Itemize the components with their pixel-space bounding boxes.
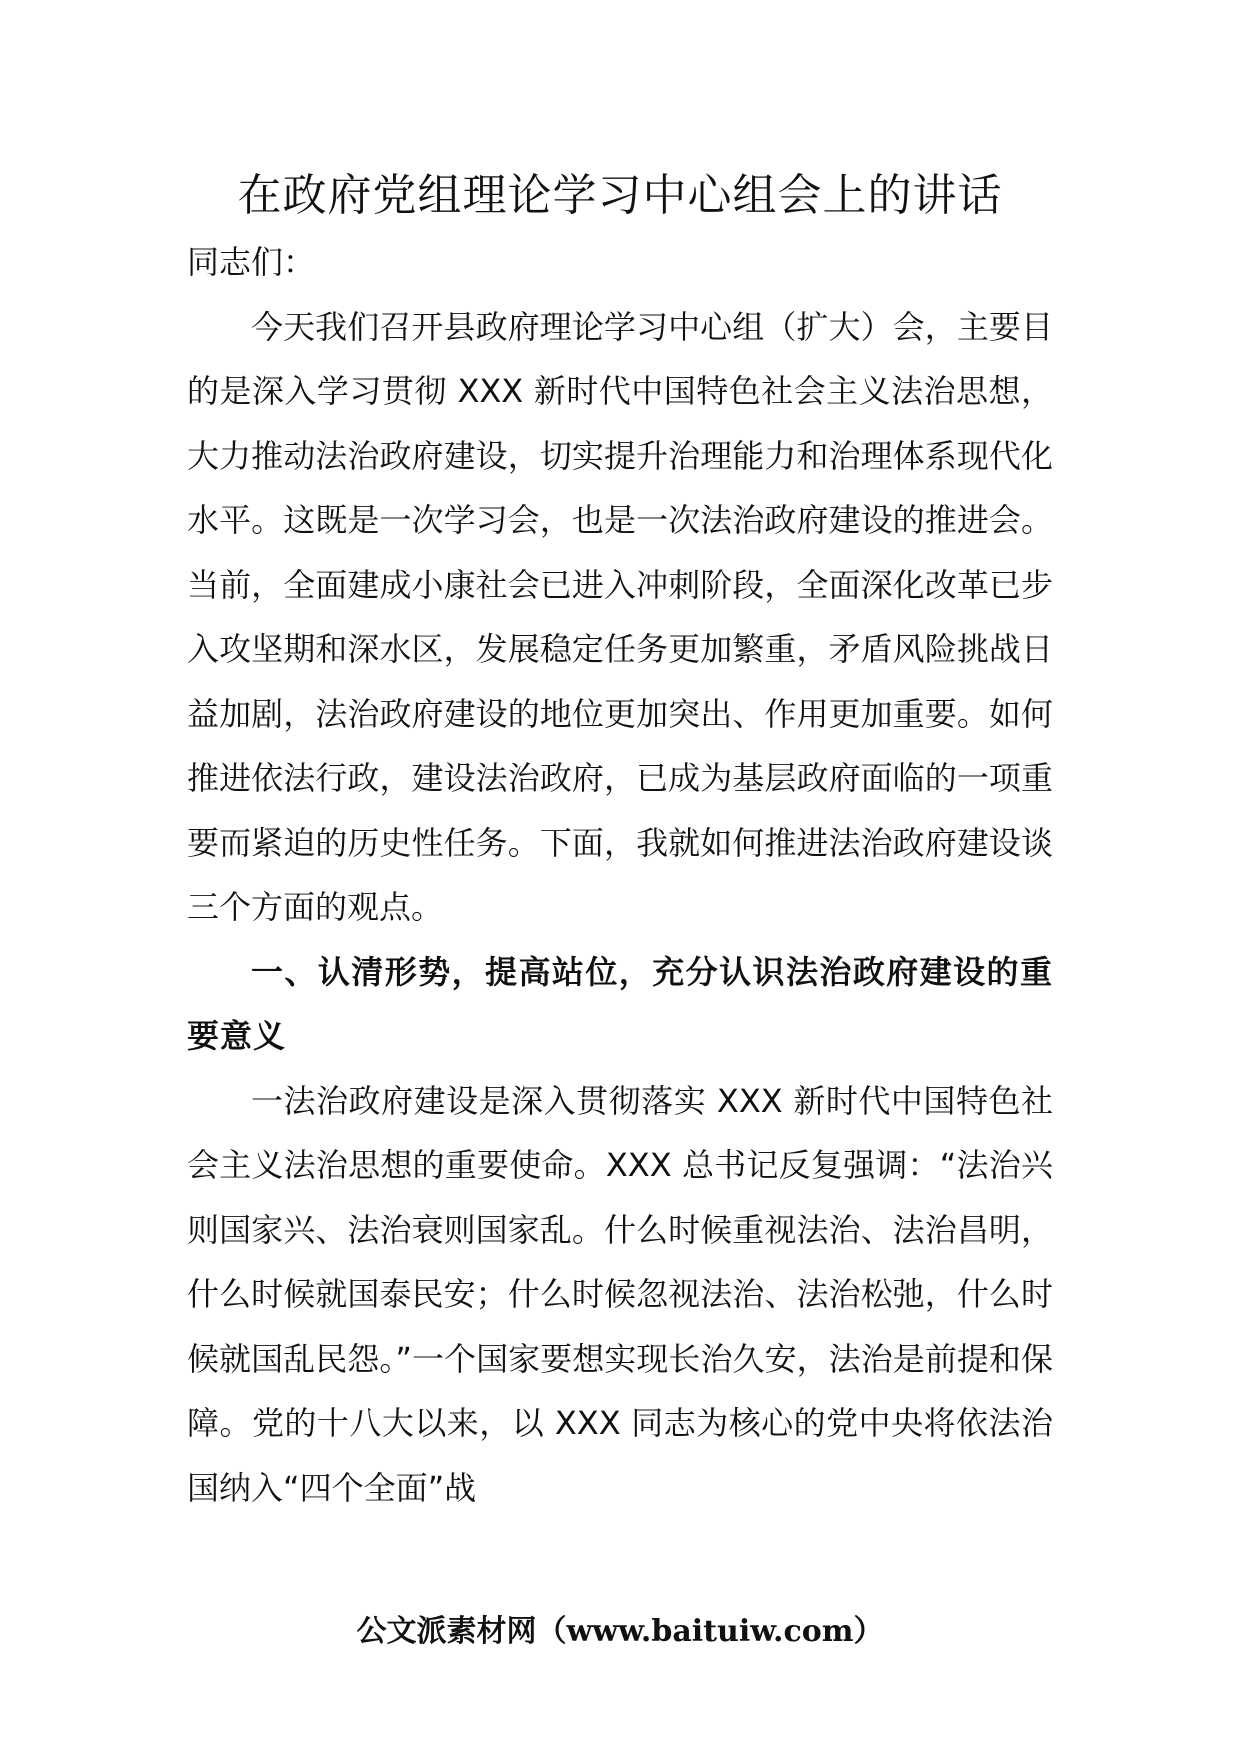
paragraph-intro: 今天我们召开县政府理论学习中心组（扩大）会，主要目的是深入学习贯彻 XXX 新时代中国特色社会主义法治思想，大力推动法治政府建设，切实提升治理能力和治理体系现代化水平。这既是一次学习会，也是一次法治政府建设的推进会。当前，全面建成小康社会已进入冲刺阶段，全面深化改革已步入攻坚期和深水区，发展稳定任务更加繁重，矛盾风险挑战日益加剧，法治政府建设的地位更加突出、作用更加重要。如何推进依法行政，建设法治政府，已成为基层政府面临的一项重要而紧迫的历史性任务。下面，我就如何推进法治政府建设谈三个方面的观点。: [187, 307, 1053, 926]
footer-watermark: 公文派素材网（www.baituiw.com）: [356, 1614, 884, 1649]
paragraph-section-1: 一法治政府建设是深入贯彻落实 XXX 新时代中国特色社会主义法治思想的重要使命。XXX 总书记反复强调：“法治兴则国家兴、法治衰则国家乱。什么时候重视法治、法治昌明，什么时候就国泰民安；什么时候忽视法治、法治松弛，什么时候就国乱民怨。”一个国家要想实现长治久安，法治是前提和保障。党的十八大以来，以 XXX 同志为核心的党中央将依法治国纳入“四个全面”战: [187, 1081, 1053, 1507]
section-heading-1: 一、认清形势，提高站位，充分认识法治政府建设的重要意义: [187, 952, 1053, 1055]
salutation: 同志们：: [187, 243, 316, 281]
document-title: 在政府党组理论学习中心组会上的讲话: [237, 170, 1003, 221]
document-body: [187, 230, 1053, 1520]
